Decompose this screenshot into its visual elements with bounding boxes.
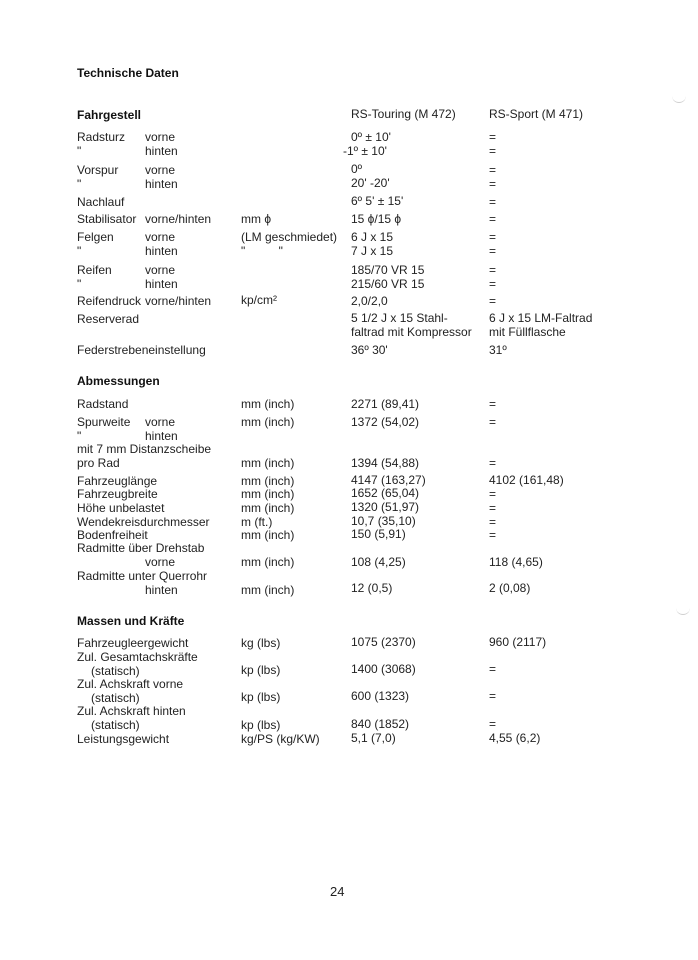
scan-mark — [676, 608, 690, 615]
row-label: " — [77, 429, 82, 443]
row-unit: mm (inch) — [241, 583, 295, 597]
value-touring: -1º ± 10' — [343, 144, 387, 158]
value-sport: = — [489, 263, 497, 277]
value-touring: 10,7 (35,10) — [351, 514, 416, 528]
value-sport: = — [489, 144, 497, 158]
row-label: (statisch) — [91, 691, 140, 705]
value-sport: = — [489, 456, 497, 470]
row-unit: kp (lbs) — [241, 663, 281, 677]
section-heading-fahrgestell: Fahrgestell — [77, 108, 142, 122]
row-label: Leistungsgewicht — [77, 732, 170, 746]
row-label: Nachlauf — [77, 195, 125, 209]
row-sublabel: vorne — [145, 230, 176, 244]
row-unit: kp (lbs) — [241, 690, 281, 704]
value-touring: 1075 (2370) — [351, 635, 416, 649]
value-sport: = — [489, 294, 497, 308]
value-sport: 4102 (161,48) — [489, 473, 564, 487]
row-label: " — [77, 277, 82, 291]
value-sport: = — [489, 487, 497, 501]
row-label: Höhe unbelastet — [77, 501, 165, 515]
row-unit: m (ft.) — [241, 515, 273, 529]
row-label: Fahrzeugleergewicht — [77, 636, 189, 650]
value-sport: = — [489, 528, 497, 542]
value-sport: 960 (2117) — [489, 635, 547, 649]
row-label: Zul. Achskraft hinten — [77, 704, 186, 718]
value-touring: 185/70 VR 15 — [351, 263, 425, 277]
value-touring: 0º ± 10' — [351, 130, 391, 144]
value-touring: 20' -20' — [351, 176, 390, 190]
row-label: Bodenfreiheit — [77, 528, 148, 542]
value-touring: 4147 (163,27) — [351, 473, 426, 487]
row-label: Zul. Achskraft vorne — [77, 677, 184, 691]
row-label: Zul. Gesamtachskräfte — [77, 650, 198, 664]
value-sport: = — [489, 717, 497, 731]
row-label: Wendekreisdurchmesser — [77, 515, 210, 529]
scan-mark — [672, 96, 686, 103]
row-unit: " " — [241, 244, 283, 258]
row-sublabel: vorne/hinten — [145, 294, 212, 308]
value-touring: 0º — [351, 162, 363, 176]
value-sport: = — [489, 515, 497, 529]
value-touring: 2271 (89,41) — [351, 397, 420, 411]
value-touring: 36º 30' — [351, 343, 388, 357]
row-label: Radmitte unter Querrohr — [77, 569, 208, 583]
row-sublabel: vorne — [145, 130, 176, 144]
row-unit: mm (inch) — [241, 456, 295, 470]
row-label: mit 7 mm Distanzscheibe — [77, 442, 212, 456]
row-label: Reserverad — [77, 312, 140, 326]
value-touring: 1372 (54,02) — [351, 415, 420, 429]
row-unit: mm (inch) — [241, 487, 295, 501]
row-unit: kg (lbs) — [241, 636, 281, 650]
value-touring: 2,0/2,0 — [351, 294, 388, 308]
row-label: Fahrzeugbreite — [77, 487, 158, 501]
value-touring: 5,1 (7,0) — [351, 731, 396, 745]
row-label: Radmitte über Drehstab — [77, 541, 205, 555]
row-sublabel: vorne — [145, 163, 176, 177]
value-touring: 7 J x 15 — [351, 244, 394, 258]
row-unit: mm (inch) — [241, 528, 295, 542]
value-touring: 150 (5,91) — [351, 527, 406, 541]
row-unit: (LM geschmiedet) — [241, 230, 338, 244]
row-label: Fahrzeuglänge — [77, 474, 158, 488]
row-label: Federstrebeneinstellung — [77, 343, 206, 357]
row-label: Reifen — [77, 263, 112, 277]
value-sport: 31º — [489, 343, 507, 357]
value-touring: 5 1/2 J x 15 Stahl- — [351, 311, 448, 325]
row-unit: mm (inch) — [241, 501, 295, 515]
row-unit: mm (inch) — [241, 555, 295, 569]
value-touring: 600 (1323) — [351, 689, 410, 703]
value-sport: = — [489, 212, 497, 226]
row-unit: kg/PS (kg/KW) — [241, 732, 320, 746]
section-heading-massen: Massen und Kräfte — [77, 614, 185, 628]
row-sublabel: hinten — [145, 583, 178, 597]
value-touring: 1652 (65,04) — [351, 486, 420, 500]
row-label: (statisch) — [91, 664, 140, 678]
value-touring: 108 (4,25) — [351, 555, 406, 569]
page-title: Technische Daten — [77, 66, 179, 80]
row-label: Stabilisator — [77, 212, 137, 226]
row-label: Reifendruck — [77, 294, 142, 308]
row-label: Radstand — [77, 397, 129, 411]
row-sublabel: vorne — [145, 415, 176, 429]
value-sport: 2 (0,08) — [489, 581, 531, 595]
value-sport: = — [489, 244, 497, 258]
row-label: Spurweite — [77, 415, 131, 429]
value-sport: = — [489, 277, 497, 291]
value-sport: 118 (4,65) — [489, 555, 543, 569]
section-heading-abmessungen: Abmessungen — [77, 374, 160, 388]
row-sublabel: vorne — [145, 555, 176, 569]
row-label: Vorspur — [77, 163, 119, 177]
row-label: Radsturz — [77, 130, 126, 144]
row-label: " — [77, 177, 82, 191]
row-unit: kp (lbs) — [241, 718, 281, 732]
column-header-rs-sport: RS-Sport (M 471) — [489, 107, 584, 121]
row-unit: mm (inch) — [241, 474, 295, 488]
row-label: (statisch) — [91, 718, 140, 732]
value-sport: = — [489, 689, 497, 703]
value-sport: 6 J x 15 LM-Faltrad — [489, 311, 593, 325]
value-sport: = — [489, 501, 497, 515]
value-touring: 1394 (54,88) — [351, 456, 420, 470]
value-sport: = — [489, 415, 497, 429]
value-sport: 4,55 (6,2) — [489, 731, 541, 745]
page-number: 24 — [330, 884, 345, 899]
value-sport: = — [489, 163, 497, 177]
row-sublabel: hinten — [145, 144, 178, 158]
value-touring: 6º 5' ± 15' — [351, 194, 404, 208]
row-unit: kp/cm² — [241, 293, 277, 307]
row-sublabel: hinten — [145, 277, 178, 291]
row-label: pro Rad — [77, 456, 120, 470]
column-header-rs-touring: RS-Touring (M 472) — [351, 107, 456, 121]
value-touring: 1400 (3068) — [351, 662, 416, 676]
value-sport: = — [489, 130, 497, 144]
row-sublabel: vorne — [145, 263, 176, 277]
value-touring: 840 (1852) — [351, 717, 410, 731]
value-sport: = — [489, 662, 497, 676]
value-touring: 12 (0,5) — [351, 581, 393, 595]
row-sublabel: hinten — [145, 429, 178, 443]
row-unit: mm ϕ — [241, 212, 272, 226]
value-sport: = — [489, 397, 497, 411]
value-touring: 1320 (51,97) — [351, 500, 420, 514]
value-sport-line2: mit Füllflasche — [489, 325, 566, 339]
row-sublabel: hinten — [145, 244, 178, 258]
row-label: " — [77, 244, 82, 258]
row-sublabel: vorne/hinten — [145, 212, 212, 226]
row-sublabel: hinten — [145, 177, 178, 191]
row-label: " — [77, 144, 82, 158]
value-sport: = — [489, 230, 497, 244]
value-touring-line2: faltrad mit Kompressor — [351, 325, 472, 339]
row-unit: mm (inch) — [241, 415, 295, 429]
value-touring: 6 J x 15 — [351, 230, 394, 244]
value-touring: 215/60 VR 15 — [351, 277, 425, 291]
value-sport: = — [489, 177, 497, 191]
value-sport: = — [489, 195, 497, 209]
row-unit: mm (inch) — [241, 397, 295, 411]
value-touring: 15 ϕ/15 ϕ — [351, 212, 402, 226]
row-label: Felgen — [77, 230, 114, 244]
